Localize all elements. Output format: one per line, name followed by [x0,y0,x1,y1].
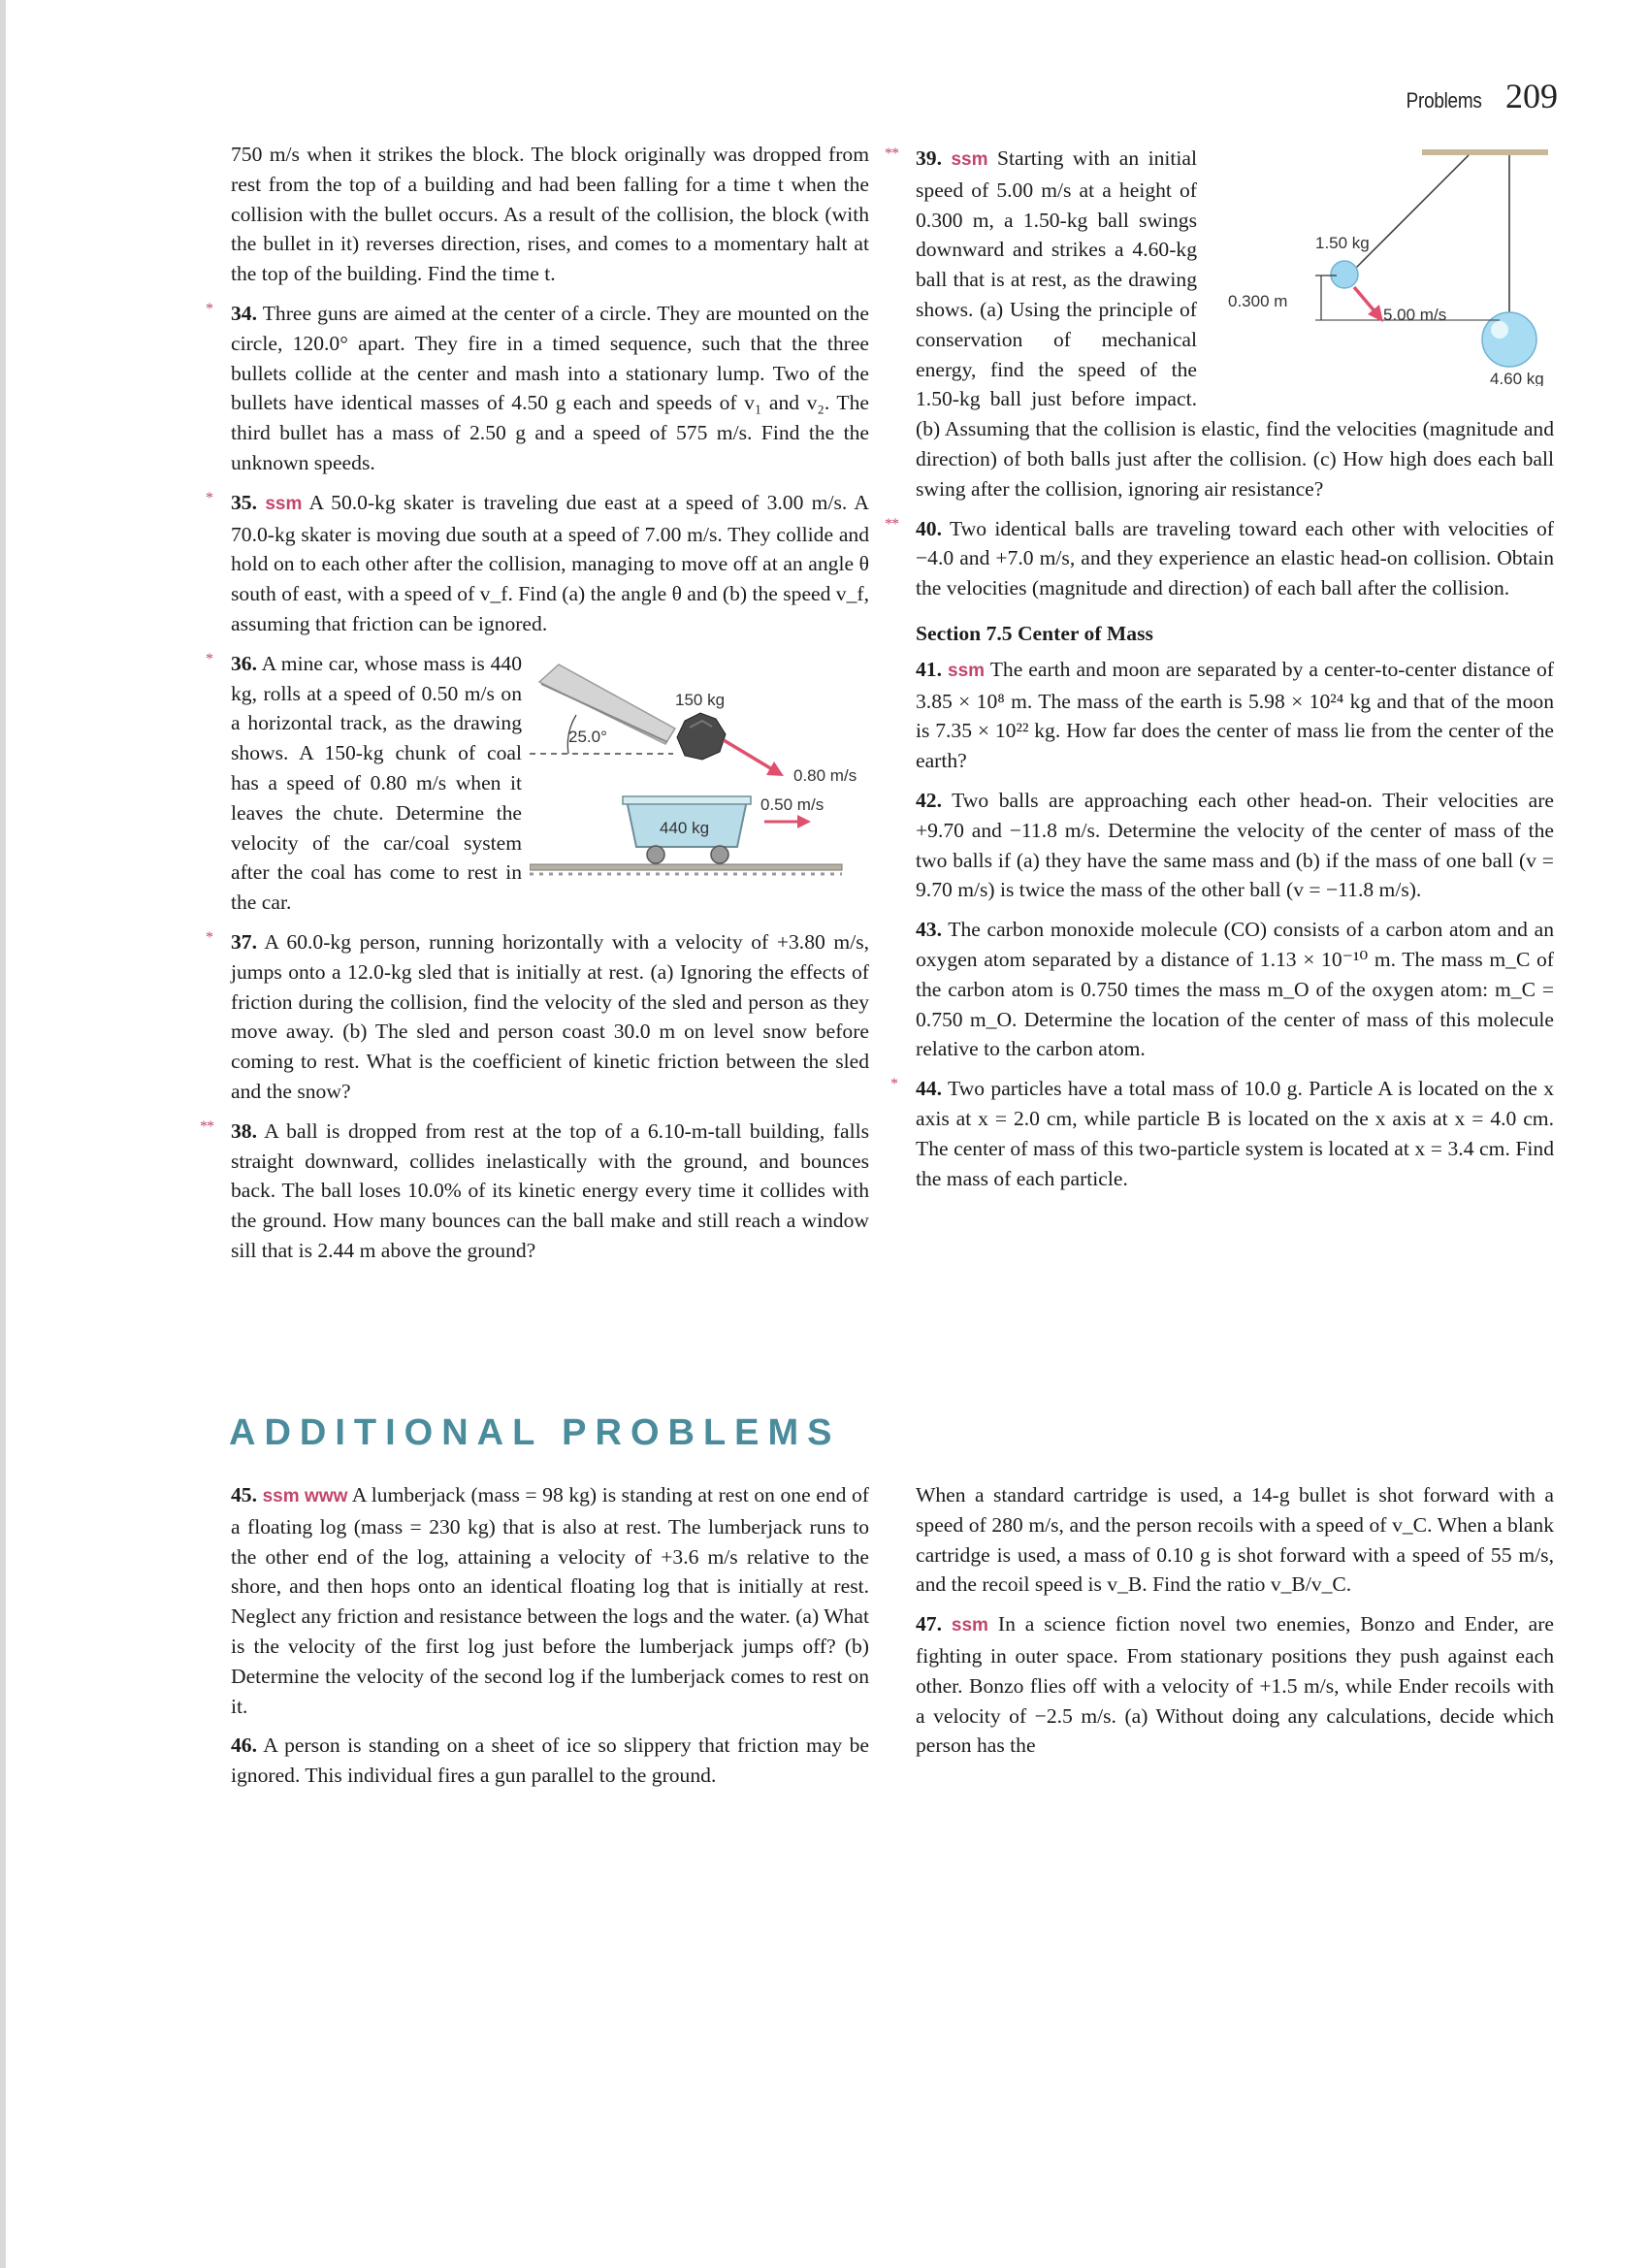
difficulty-stars: * [206,650,212,667]
rail-track [530,864,842,870]
ssm-tag: ssm [951,1615,988,1636]
problem-43 [916,915,1554,1064]
coal-mass-label: 150 kg [675,690,726,709]
coal-speed-label: 0.80 m/s [793,765,857,785]
problem-number: 38. [231,1118,257,1143]
difficulty-stars: * [206,300,212,317]
problem-35 [206,488,869,639]
problem-text: A person is standing on a sheet of ice so slippery that friction may be ignored. This individual fires a gun parallel to the ground. [231,1733,869,1788]
additional-right-column [916,1480,1554,1770]
large-ball-mass-label: 4.60 kg [1490,370,1544,386]
difficulty-stars: ** [885,515,898,533]
pendulum-figure [1209,144,1554,386]
ssm-tag: ssm [948,660,986,681]
problem-number: 41. [916,657,942,681]
problem-33-continuation: 750 m/s when it strikes the block. The block originally was dropped from rest from the top of a building and had been falling for a time t when the collision with the bullet occurs. As a result of the collision, the block (with the bullet in it) reverses direction, rises, and comes to a momentary halt at the top of the building. Find the time t. [231,143,869,286]
problem-number: 37. [231,929,257,954]
additional-problems-heading: ADDITIONAL PROBLEMS [229,1412,841,1453]
problem-44 [890,1074,1554,1193]
problem-number: 44. [916,1077,942,1101]
problem-text: A mine car, whose mass is 440 kg, rolls at a speed of 0.50 m/s on a horizontal track, as the drawing shows. A 150-kg chunk of coal has a speed of 0.80 m/s when it leaves the chute. Determine the velocity of the car/coal system after the coal has come to rest in the car. [231,651,522,915]
ssm-www-tag: ssm www [262,1486,348,1507]
mine-car-figure [530,655,869,897]
problem-text: Two identical balls are traveling toward each other with velocities of −4.0 and +7.0 m/s, and they experience an elastic head-on collision. Obtain the velocities (magnitude and direction) of each ball after the collision. [916,516,1554,600]
string-small-ball [1354,155,1469,270]
difficulty-stars: * [206,489,212,506]
problem-text: A lumberjack (mass = 98 kg) is standing at rest on one end of a floating log (mass = 230 kg) that is also at rest. The lumberjack runs to the other end of the log, attaining a velocity of +3.6 m/s relative to the shore, and then hops onto an identical floating log that is initially at rest. Neglect any friction and resistance between the logs and the water. (a) What is the velocity of the first log just before the lumberjack jumps off? (b) Determine the velocity of the second log if the lumberjack comes to rest on it. [231,1483,869,1718]
problem-number: 40. [916,516,942,540]
problem-number: 43. [916,918,942,942]
problem-text: Three guns are aimed at the center of a circle. They are mounted on the circle, 120.0° apart. They fire in a timed sequence, such that the three bullets collide at the center and mash into a stationary lump. Two of the bullets have identical masses of 4.50 g each and speeds of v₁ and v₂. The third bullet has a mass of 2.50 g and a speed of 575 m/s. Find the the unknown speeds. [231,301,869,474]
coal-velocity-arrow [724,740,772,769]
additional-left-column [231,1480,869,1800]
car-wheel-left [647,846,664,863]
angle-label: 25.0° [568,727,607,746]
problem-38 [200,1117,869,1266]
left-column [200,140,869,1276]
problem-37 [206,927,869,1107]
car-wheel-right [711,846,728,863]
section-title: Section 7.5 Center of Mass [916,621,1153,645]
ssm-tag: ssm [265,493,303,514]
page-edge [0,0,6,2268]
car-arrow-head [797,815,811,828]
difficulty-stars: ** [885,146,898,162]
ssm-tag: ssm [951,149,988,170]
ball-velocity-arrow [1354,287,1375,312]
problem-number: 46. [231,1733,257,1758]
problem-number: 45. [231,1483,257,1507]
difficulty-stars: ** [200,1118,213,1135]
problem-34 [206,299,869,478]
small-ball [1331,261,1358,288]
problem-42 [916,786,1554,905]
problem-40 [885,514,1554,603]
right-column [885,144,1555,1203]
header-section: Problems [1406,88,1482,113]
problem-text: A ball is dropped from rest at the top of a 6.10-m-tall building, falls straight downward, collides inelastically with the ground, and bounces back. The ball loses 10.0% of its kinetic energy every time it collides with the ground. How many bounces can the ball make and still reach a window sill that is 2.44 m above the ground? [231,1118,869,1262]
problem-text: The earth and moon are separated by a center-to-center distance of 3.85 × 10⁸ m. The mass of the earth is 5.98 × 10²⁴ kg and that of the moon is 7.35 × 10²² kg. How far does the center of mass lie from the center of the earth? [916,657,1555,773]
problem-45 [231,1480,869,1721]
problem-text: Two particles have a total mass of 10.0 g. Particle A is located on the x axis at x = 2.0 cm, while particle B is located on the x axis at x = 4.0 cm. The center of mass of this two-particle system is located at x = 3.4 cm. Find the mass of each particle. [916,1077,1554,1190]
problem-number: 35. [231,490,257,514]
ceiling [1422,149,1548,155]
speed-label: 5.00 m/s [1383,306,1447,324]
problem-text: Starting with an initial speed of 5.00 m/s at a height of 0.300 m, a 1.50-kg ball swings downward and strikes a 4.60-kg ball that is at rest, as the drawing shows. (a) Using the principle of conservation of mechanical energy, find the speed of the 1.50-kg ball just before impact. (b) Assuming that the collision is elastic, find the velocities (magnitude and direction) of both balls just after the collision. (c) How high does each ball swing after the collision, ignoring air resistance? [916,146,1554,501]
car-speed-label: 0.50 m/s [760,794,824,814]
coal-chute [539,664,675,744]
problem-text: Two balls are approaching each other head-on. Their velocities are +9.70 and −11.8 m/s. Determine the velocity of the center of mass of the two balls if (a) they have the same mass and (b) if the mass of one ball (v = 9.70 m/s) is twice the mass of the other ball (v = −11.8 m/s). [916,788,1554,902]
car-rim [623,796,751,804]
coal-chunk [677,713,726,760]
small-ball-mass-label: 1.50 kg [1315,234,1370,252]
problem-41 [916,655,1554,776]
problem-46-continuation: When a standard cartridge is used, a 14-g bullet is shot forward with a speed of 280 m/s, and the person recoils with a speed of v_C. When a blank cartridge is used, a mass of 0.10 g is shot forward with a speed of 55 m/s, and the recoil speed is v_B. Find the ratio v_B/v_C. [916,1483,1554,1597]
page-header [1394,76,1558,116]
height-label: 0.300 m [1228,292,1288,310]
ball-highlight [1491,321,1508,339]
problem-number: 36. [231,651,257,675]
difficulty-stars: * [206,928,212,946]
problem-number: 47. [916,1612,942,1636]
problem-number: 42. [916,788,942,812]
problem-text: In a science fiction novel two enemies, Bonzo and Ender, are fighting in outer space. From stationary positions they push against each other. Bonzo flies off with a velocity of +1.5 m/s, while Ender recoils with a velocity of −2.5 m/s. (a) Without doing any calculations, decide which person has the [916,1612,1554,1758]
problem-number: 39. [916,146,942,170]
problem-text: The carbon monoxide molecule (CO) consists of a carbon atom and an oxygen atom separated by a distance of 1.13 × 10⁻¹⁰ m. The mass m_C of the carbon atom is 0.750 times the mass m_O of the oxygen atom: m_C = 0.750 m_O. Determine the location of the center of mass of this molecule relative to the carbon atom. [916,918,1554,1061]
problem-text: A 60.0-kg person, running horizontally with a velocity of +3.80 m/s, jumps onto a 12.0-kg sled that is initially at rest. (a) Ignoring the effects of friction during the collision, find the velocity of the sled and person as they move away. (b) The sled and person coast 30.0 m on level snow before coming to rest. What is the coefficient of kinetic friction between the sled and the snow? [231,929,869,1103]
car-mass-label: 440 kg [660,818,710,837]
page-number: 209 [1505,77,1558,115]
problem-36 [206,649,869,918]
problem-46 [231,1731,869,1791]
difficulty-stars: * [890,1076,897,1093]
problem-39 [885,144,1554,504]
problem-number: 34. [231,301,257,325]
problem-text: A 50.0-kg skater is traveling due east at a speed of 3.00 m/s. A 70.0-kg skater is moving due south at a speed of 7.00 m/s. They collide and hold on to each other after the collision, managing to move off at an angle θ south of east, with a speed of v_f. Find (a) the angle θ and (b) the speed v_f, assuming that friction can be ignored. [231,490,869,635]
problem-47 [916,1609,1554,1761]
